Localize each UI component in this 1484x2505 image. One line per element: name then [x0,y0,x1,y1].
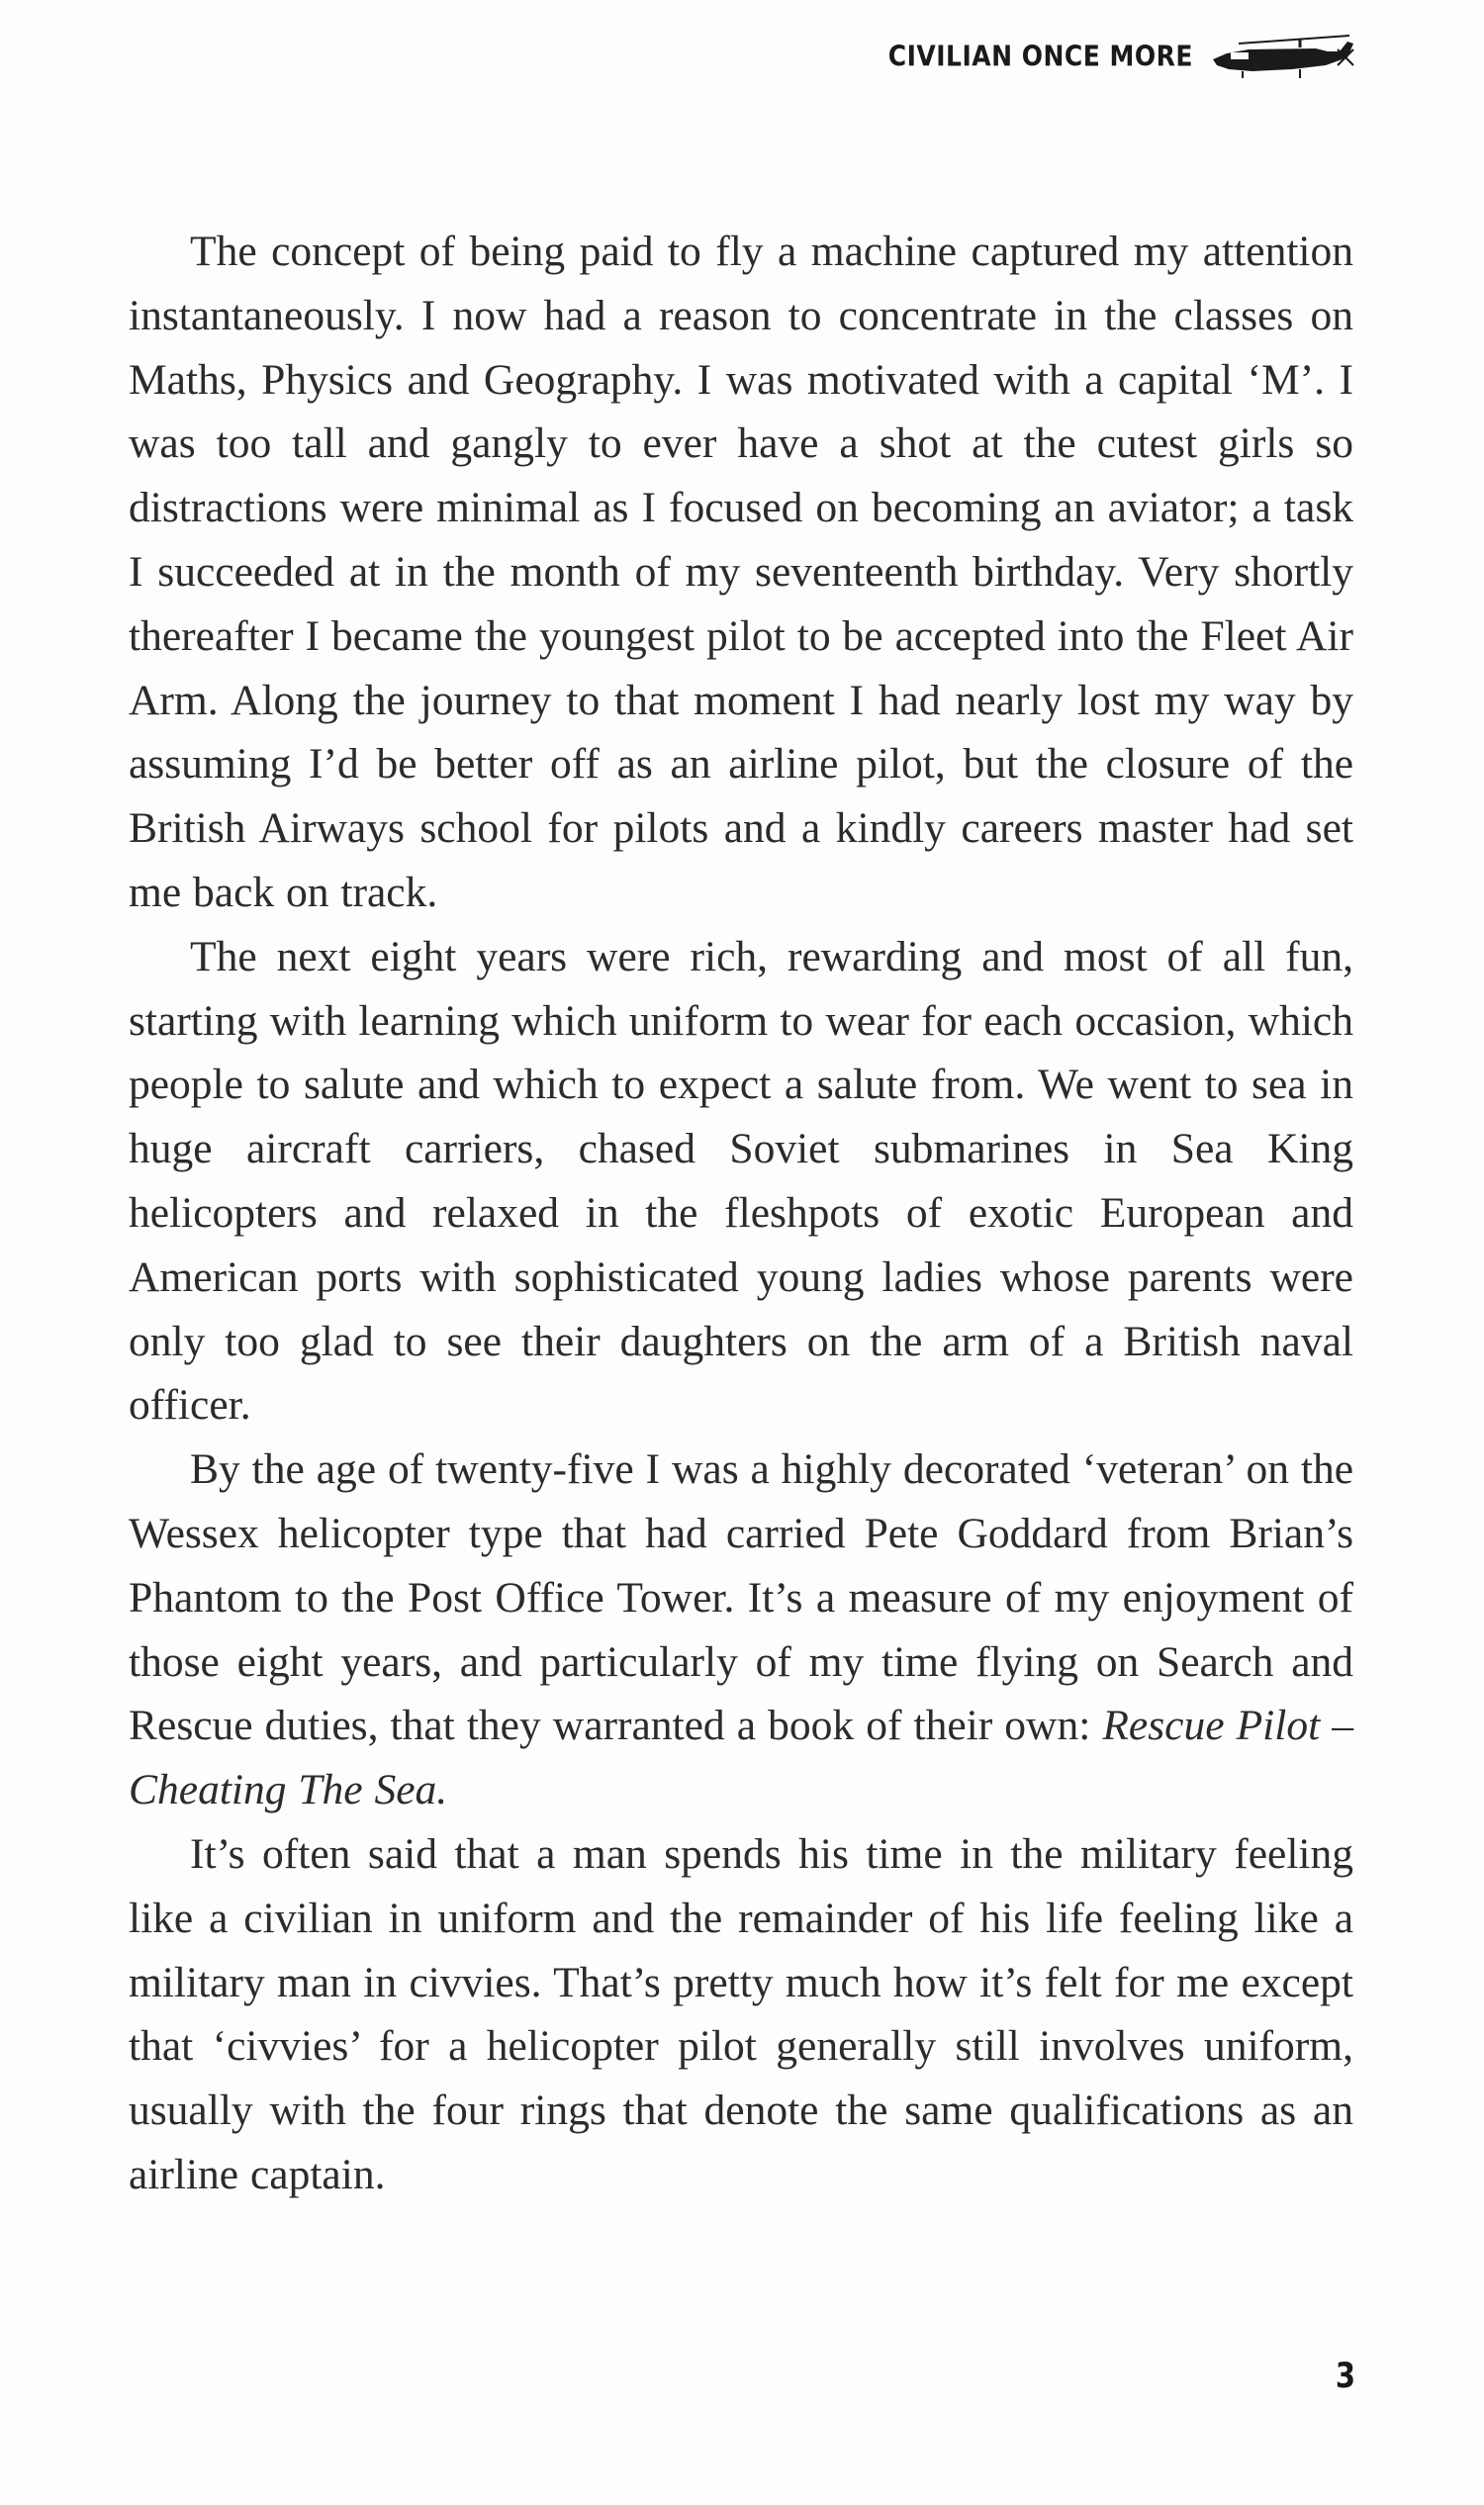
paragraph-1-text: The concept of being paid to fly a machine captured my attention instantaneously. I now had a reason to concentrate in the classes on Maths, Physics and Geography. I was motivated with a capital ‘M’. I was too tall and gangly to ever have a shot at the cutest girls so distractions were minimal as I focused on becoming an aviator; a task I succeeded at in the month of my seventeenth birthday. Very shortly thereafter I became the youngest pilot to be accepted into the Fleet Air Arm. Along the journey to that moment I had nearly lost my way by assuming I’d be better off as an airline pilot, but the closure of the British Airways school for pilots and a kindly careers master had set me back on track. [129,228,1353,916]
page-number: 3 [1335,2355,1355,2396]
running-title: CIVILIAN ONCE MORE [887,39,1193,72]
book-title-reference: Rescue Pilot – Cheating The Sea. [129,1702,1353,1814]
paragraph-3 [129,1438,1353,1822]
paragraph-4-text: It’s often said that a man spends his time in the military feeling like a civilian in uniform and the remainder of his life feeling like a military man in civvies. That’s pretty much how it’s felt for me except that ‘civvies’ for a helicopter pilot generally still involves uniform, usually with the four rings that denote the same qualifications as an airline captain. [129,1829,1353,2198]
paragraph-4 [129,1822,1353,2207]
body-text [129,220,1353,2207]
paragraph-1 [129,220,1353,925]
paragraph-2 [129,925,1353,1438]
helicopter-icon [1209,30,1357,81]
running-header [888,30,1357,81]
paragraph-3-text: By the age of twenty-five I was a highly decorated ‘veteran’ on the Wessex helicopter type that had carried Pete Goddard from Brian’s Phantom to the Post Office Tower. It’s a measure of my enjoyment of those eight years, and particularly of my time flying on Search and Rescue duties, that they warranted a book of their own: [129,1445,1353,1750]
paragraph-2-text: The next eight years were rich, rewarding and most of all fun, starting with learning which uniform to wear for each occasion, which people to salute and which to expect a salute from. We went to sea in huge aircraft carriers, chased Soviet submarines in Sea King helicopters and relaxed in the fleshpots of exotic European and American ports with sophisticated young ladies whose parents were only too glad to see their daughters on the arm of a British naval officer. [129,932,1353,1430]
